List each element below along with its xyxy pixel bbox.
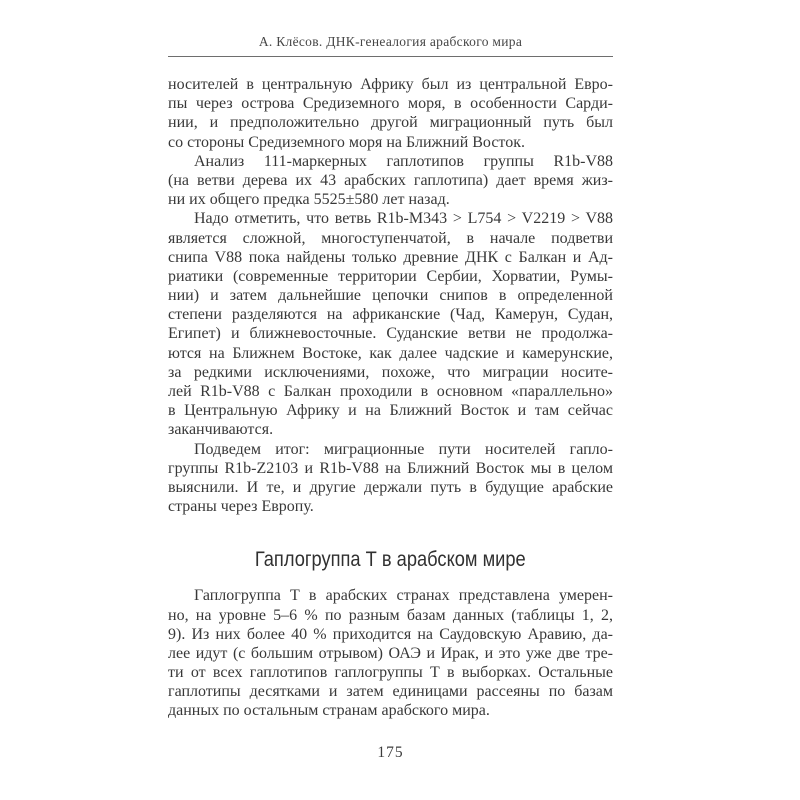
text-line: (на ветви дерева их 43 арабских гаплотипа) дает время жиз- <box>168 171 613 189</box>
text-line: Анализ 111-маркерных гаплотипов группы R1b-V88 <box>194 152 613 170</box>
text-line: лее идут (с большим отрывом) ОАЭ и Ирак, и это уже две тре- <box>168 644 613 662</box>
text-line: пы через острова Средиземного моря, в особенности Сарди- <box>168 95 613 113</box>
text-line: ти от всех гаплотипов гаплогруппы Т в выборках. Остальные <box>168 664 613 682</box>
text-line: Подведем итог: миграционные пути носителей гапло- <box>194 440 613 458</box>
body-text-block <box>168 75 613 516</box>
text-line: лей R1b-V88 с Балкан проходили в основном «параллельно» <box>168 383 613 400</box>
text-line: является сложной, многоступенчатой, в начале подветви <box>168 229 613 247</box>
text-line: в Центральную Африку и на Ближний Восток и там сейчас <box>168 402 613 420</box>
body-text-block <box>168 586 613 720</box>
running-header: А. Клёсов. ДНК-генеалогия арабского мира <box>258 34 523 49</box>
text-line: носителей в центральную Африку был из центральной Евро- <box>168 76 613 93</box>
text-line: группы R1b-Z2103 и R1b-V88 на Ближний Восток мы в целом <box>168 459 613 477</box>
text-line: Надо отметить, что ветвь R1b-M343 > L754 > V2219 > V88 <box>194 210 613 228</box>
page-container <box>168 0 613 762</box>
text-line: со стороны Средиземного моря на Ближний Восток. <box>168 133 525 151</box>
header-rule <box>168 56 613 57</box>
text-line: нии) и затем дальнейшие цепочки снипов в определенной <box>168 287 613 305</box>
text-line: снипа V88 пока найдены только древние ДНК с Балкан и Ад- <box>168 248 613 266</box>
text-line: Гаплогруппа Т в арабских странах представлена умерен- <box>194 587 613 605</box>
text-line: ются на Ближнем Востоке, как далее чадские и камерунские, <box>168 344 613 362</box>
text-line: риатики (современные территории Сербии, Хорватии, Румы- <box>168 267 613 285</box>
text-line: степени разделяются на африканские (Чад, Камерун, Судан, <box>168 306 613 324</box>
text-line: ни их общего предка 5525±580 лет назад. <box>168 191 450 209</box>
text-line: Египет) и ближневосточные. Суданские ветви не продолжа- <box>168 325 613 343</box>
text-line: заканчиваются. <box>168 421 274 439</box>
text-line: нии, и предположительно другой миграционный путь был <box>168 114 613 132</box>
section-heading <box>168 547 613 571</box>
text-line: 9). Из них более 40 % приходится на Саудовскую Аравию, да- <box>168 625 613 643</box>
text-line: но, на уровне 5–6 % по разным базам данных (таблицы 1, 2, <box>168 606 613 624</box>
page-number: 175 <box>377 743 404 761</box>
text-line: выяснили. И те, и другие держали путь в будущие арабские <box>168 478 613 496</box>
text-line: за редкими исключениями, похоже, что миграции носите- <box>168 363 613 381</box>
text-line: страны через Европу. <box>168 498 314 516</box>
text-line: гаплотипы десятками и затем единицами рассеяны по базам <box>168 683 613 701</box>
section-heading-text: Гаплогруппа Т в арабском мире <box>255 547 526 572</box>
text-line: данных по остальным странам арабского мира. <box>168 702 490 720</box>
